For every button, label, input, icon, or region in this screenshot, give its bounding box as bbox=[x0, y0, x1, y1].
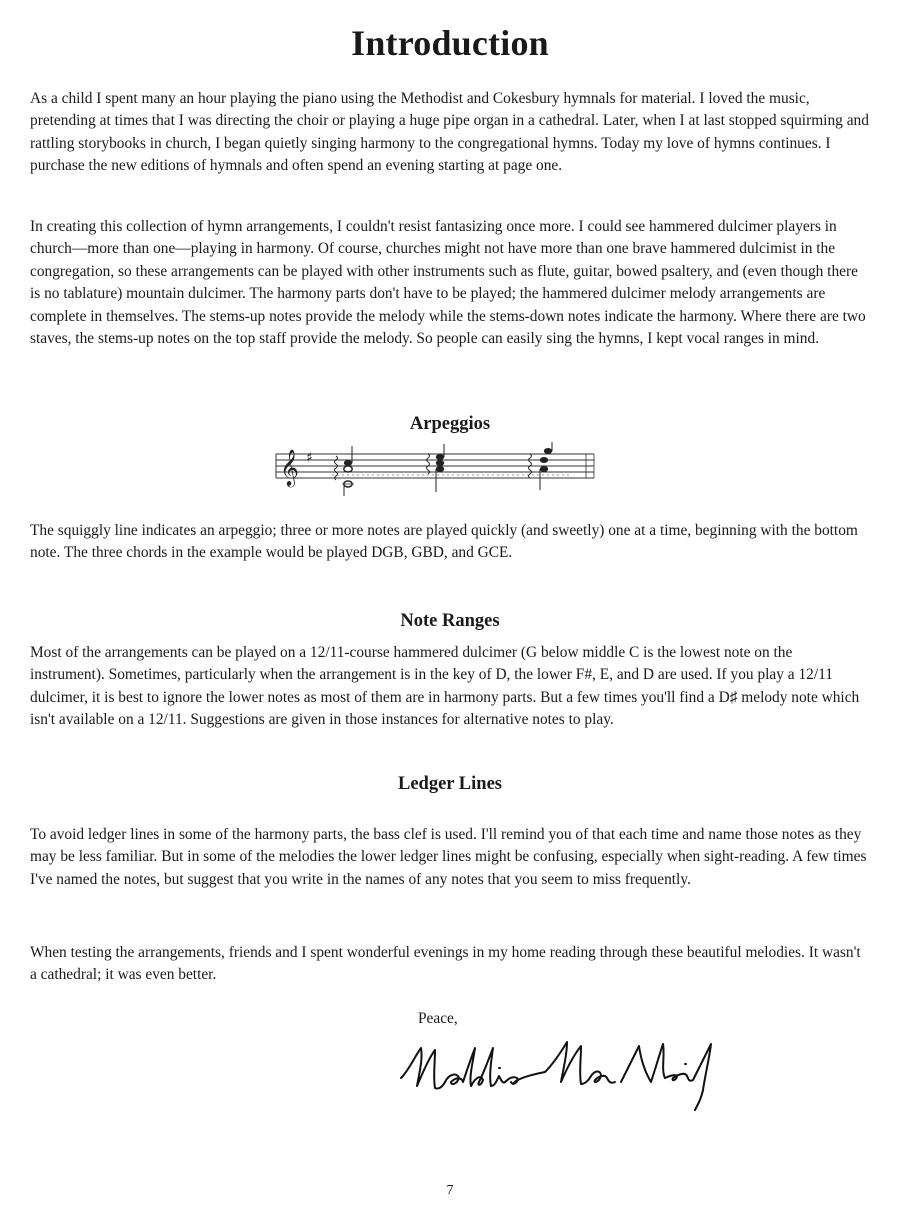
note-ranges-paragraph: Most of the arrangements can be played on a 12/11-course hammered dulcimer (G below middle C is the lowest note on the instrument). Sometimes, particularly when the arrangement is in the key of D, the lower F#, E, and D are used. If you play a 12/11 dulcimer, it is best to ignore the lower notes as most of them are in harmony parts. But a few times you'll find a D♯ melody note which isn't available on a 12/11. Suggestions are given in those instances for alternative notes to play. bbox=[30, 644, 860, 729]
ledger-lines-paragraph: To avoid ledger lines in some of the harmony parts, the bass clef is used. I'll remind you of that each time and name those notes as they may be less familiar. But in some of the melodies the lower ledger lines might be confusing, especially when sight-reading. A few times I've named the notes, but suggest that you write in the names of any notes that you seem to miss frequently. bbox=[30, 826, 867, 888]
heading-arpeggios: Arpeggios bbox=[409, 414, 491, 434]
signoff: Peace, bbox=[418, 1010, 458, 1027]
arpeggio-music-example bbox=[272, 440, 598, 500]
heading-note-ranges: Note Ranges bbox=[400, 611, 500, 631]
arpeggio-explanation: The squiggly line indicates an arpeggio; three or more notes are played quickly (and sweetly) one at a time, beginning with the bottom note. The three chords in the example would be played DGB, GBD, and GCE. bbox=[30, 522, 858, 562]
sharp-icon: ♯ bbox=[306, 450, 313, 466]
heading-ledger-lines: Ledger Lines bbox=[398, 774, 502, 794]
arpeggio-squiggle-icon bbox=[427, 454, 430, 474]
intro-paragraph-1: As a child I spent many an hour playing the piano using the Methodist and Cokesbury hymnals for material. I loved the music, pretending at times that I was directing the choir or playing a huge pipe organ in a cathedral. Later, when I at last stopped squirming and rattling storybooks in church, I began quietly singing harmony to the congregational hymns. Today my love of hymns continues. I purchase the new editions of hymnals and often spend an evening starting at page one. bbox=[30, 90, 869, 175]
music-staff-figure bbox=[272, 440, 598, 500]
chord-1 bbox=[335, 446, 355, 496]
chord-2 bbox=[427, 444, 445, 492]
closing-paragraph: When testing the arrangements, friends and I spent wonderful evenings in my home reading through these beautiful melodies. It wasn't a cathedral; it was even better. bbox=[30, 944, 861, 984]
handwritten-signature bbox=[395, 1030, 745, 1115]
page-title: Introduction bbox=[351, 23, 549, 63]
page-number: 7 bbox=[446, 1183, 454, 1198]
treble-clef-icon: 𝄞 bbox=[280, 448, 299, 486]
intro-paragraph-2: In creating this collection of hymn arrangements, I couldn't resist fantasizing once more. I could see hammered dulcimer players in church—more than one—playing in harmony. Of course, churches might not have more than one brave hammered dulcimist in the congregation, so these arrangements can be played with other instruments such as flute, guitar, bowed psaltery, and (even though there is no tablature) mountain dulcimer. The harmony parts don't have to be played; the hammered dulcimer melody arrangements are complete in themselves. The stems-up notes provide the melody while the stems-down notes indicate the harmony. Where there are two staves, the stems-up notes on the top staff provide the melody. So people can easily sing the hymns, I kept vocal ranges in mind. bbox=[30, 218, 866, 348]
